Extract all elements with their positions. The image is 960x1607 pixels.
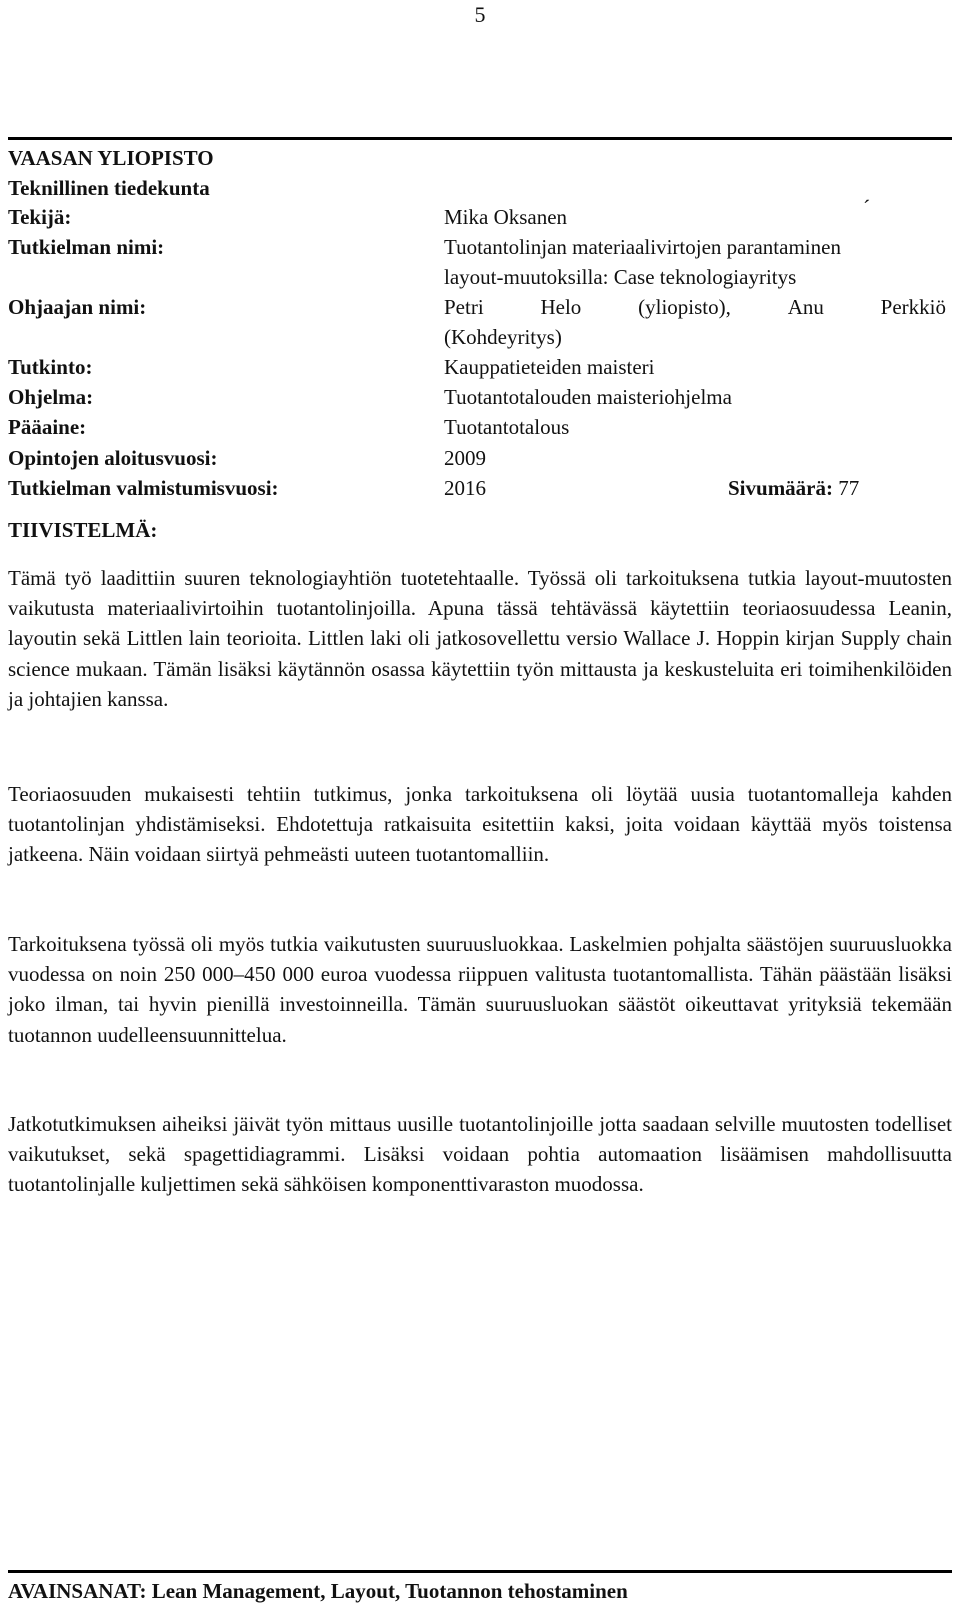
abstract-paragraph-4: Jatkotutkimuksen aiheiksi jäivät työn mittaus uusille tuotantolinjoille jotta saadaan selville muutosten todelliset vaikutukset, sekä spagettidiagrammi. Lisäksi voidaan pohtia automaation lisäämisen mahdollisuutta tuotantolinjalle kuljettimen sekä sähköisen komponenttivaraston muodossa. <box>8 1112 952 1197</box>
completion-year-label: Tutkielman valmistumisvuosi: <box>8 476 279 500</box>
completion-year-row <box>8 473 952 503</box>
programme-row <box>8 382 952 412</box>
supervisor-word: Helo <box>540 295 582 319</box>
faculty-name: Teknillinen tiedekunta <box>8 176 210 200</box>
abstract-paragraph-1: Tämä työ laadittiin suuren teknologiayhtiön tuotetehtaalle. Työssä oli tarkoituksena tutkia layout-muutosten vaikutusta materiaalivirtoihin tuotantolinjoilla. Apuna tässä tehtävässä käytettiin teoriaosuudessa Leanin, layoutin sekä Littlen lain teorioita. Littlen laki oli jatkosovellettu versio Wallace J. Hoppin kirjan Supply chain science mukaan. Tämän lisäksi käytännön osassa käytettiin työn mittausta ja keskusteluita eri toimihenkilöiden ja johtajien kanssa. <box>8 566 952 711</box>
programme-value: Tuotantotalouden maisteriohjelma <box>444 385 732 409</box>
supervisor-label: Ohjaajan nimi: <box>8 295 147 319</box>
abstract-paragraph-2: Teoriaosuuden mukaisesti tehtiin tutkimus, jonka tarkoituksena oli löytää uusia tuotantomalleja kahden tuotantolinjan yhdistämiseksi. Ehdotettuja ratkaisuita esitettiin kaksi, joita voidaan käyttää myös toistensa jatkeena. Näin voidaan siirtyä pehmeästi uuteen tuotantomalliin. <box>8 782 952 867</box>
programme-label: Ohjelma: <box>8 385 94 409</box>
bottom-divider <box>8 1570 952 1573</box>
thesis-title-line2: layout-muutoksilla: Case teknologiayritys <box>444 265 797 289</box>
supervisor-value <box>444 292 946 322</box>
keywords: AVAINSANAT: Lean Management, Layout, Tuotannon tehostaminen <box>8 1579 628 1603</box>
supervisor-word: (yliopisto), <box>638 295 731 319</box>
major-label: Pääaine: <box>8 415 87 439</box>
supervisor-word: Anu <box>787 295 824 319</box>
supervisor-word: Petri <box>444 295 484 319</box>
author-row <box>8 202 952 232</box>
abstract-paragraph-3: Tarkoituksena työssä oli myös tutkia vaikutusten suuruusluokkaa. Laskelmien pohjalta säästöjen suuruusluokka vuodessa on noin 250 000–450 000 euroa vuodessa riippuen valitusta tuotantomallista. Tähän päästään lisäksi joko ilman, tai hyvin pienillä investoinneilla. Tämän suuruusluokan säästöt oikeuttavat yrityksiä tekemään tuotannon uudelleensuunnittelua. <box>8 932 952 1047</box>
thesis-title-row <box>8 232 952 262</box>
degree-value: Kauppatieteiden maisteri <box>444 355 655 379</box>
author-value: Mika Oksanen <box>444 205 568 229</box>
start-year-label: Opintojen aloitusvuosi: <box>8 446 218 470</box>
author-label: Tekijä: <box>8 205 72 229</box>
page-count-label: Sivumäärä: <box>728 476 833 500</box>
thesis-title-line1: Tuotantolinjan materiaalivirtojen parantaminen <box>444 235 841 259</box>
supervisor-row-2 <box>8 322 952 352</box>
page-count-value: 77 <box>838 476 860 500</box>
completion-year-value: 2016 <box>444 476 486 500</box>
abstract-heading: TIIVISTELMÄ: <box>8 518 158 542</box>
major-row <box>8 412 952 442</box>
page-number: 5 <box>474 2 486 27</box>
stray-accent-mark: ˊ <box>863 195 871 220</box>
degree-row <box>8 352 952 382</box>
thesis-title-row-2 <box>8 262 952 292</box>
start-year-value: 2009 <box>444 446 486 470</box>
page-count <box>728 473 859 503</box>
supervisor-row <box>8 292 952 322</box>
supervisor-line2: (Kohdeyritys) <box>444 325 562 349</box>
top-divider <box>8 137 952 140</box>
start-year-row <box>8 443 952 473</box>
major-value: Tuotantotalous <box>444 415 570 439</box>
thesis-title-label: Tutkielman nimi: <box>8 235 165 259</box>
university-name: VAASAN YLIOPISTO <box>8 146 214 170</box>
supervisor-word: Perkkiö <box>880 295 946 319</box>
degree-label: Tutkinto: <box>8 355 93 379</box>
